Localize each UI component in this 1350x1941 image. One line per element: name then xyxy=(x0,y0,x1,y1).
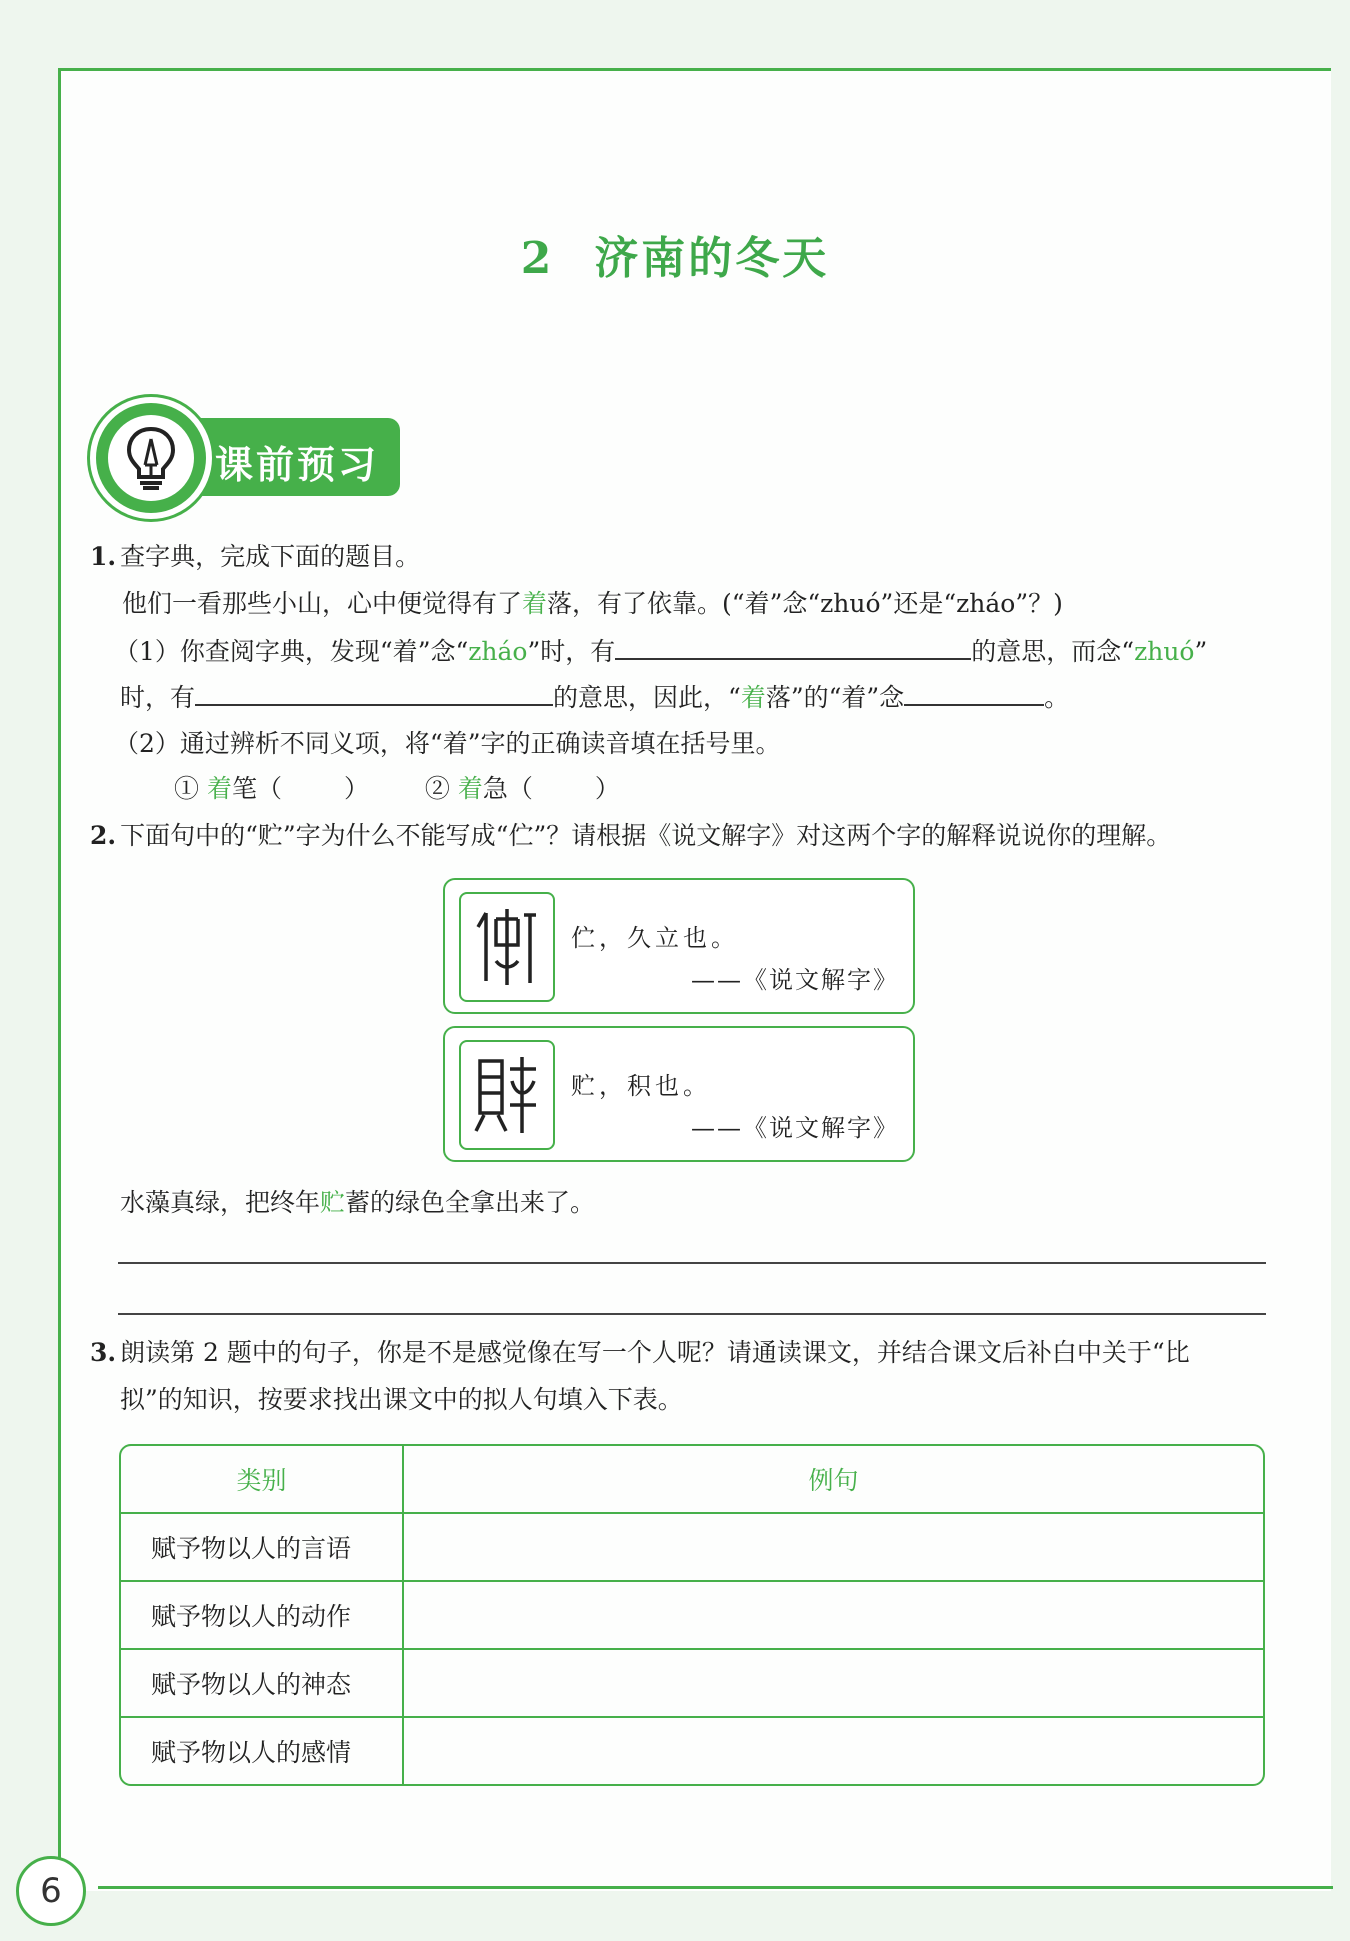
q3-prompt-cont: 拟”的知识，按要求找出课文中的拟人句填入下表。 xyxy=(120,1385,683,1414)
seal-script-icon xyxy=(459,1040,555,1150)
category-cell: 赋予物以人的动作 xyxy=(121,1582,404,1650)
table-row xyxy=(121,1514,1263,1582)
q1-options: ① 着笔（ ） ② 着急（ ） xyxy=(174,774,620,803)
q3-prompt: 3. 朗读第 2 题中的句子，你是不是感觉像在写一个人呢？请通读课文，并结合课文后补白中关于“比 xyxy=(90,1338,1190,1367)
table-row xyxy=(121,1718,1263,1784)
header-example: 例句 xyxy=(404,1446,1263,1514)
lesson-number: 2 xyxy=(520,233,555,284)
category-cell: 赋予物以人的言语 xyxy=(121,1514,404,1582)
personification-table xyxy=(119,1444,1265,1786)
example-cell[interactable] xyxy=(404,1514,1263,1582)
table-header-row xyxy=(121,1446,1263,1514)
lesson-title xyxy=(0,222,1350,286)
page-number: 6 xyxy=(16,1856,86,1926)
q2-sentence: 水藻真绿，把终年贮蓄的绿色全拿出来了。 xyxy=(120,1188,596,1217)
lesson-name: 济南的冬天 xyxy=(594,233,830,284)
answer-line[interactable] xyxy=(118,1262,1266,1264)
category-cell: 赋予物以人的神态 xyxy=(121,1650,404,1718)
q2-prompt: 2. 下面句中的“贮”字为什么不能写成“伫”？请根据《说文解字》对这两个字的解释说说你的理解。 xyxy=(90,821,1172,850)
q1-prompt: 1. 查字典，完成下面的题目。 xyxy=(90,542,421,571)
shuowen-box-zhu-stand xyxy=(443,878,915,1014)
section-badge xyxy=(90,397,212,519)
table-row xyxy=(121,1650,1263,1718)
bottom-rule xyxy=(98,1886,1333,1889)
answer-line[interactable] xyxy=(118,1313,1266,1315)
definition: 伫，久立也。 xyxy=(571,924,739,952)
blank-pronunciation[interactable] xyxy=(904,680,1044,706)
example-cell[interactable] xyxy=(404,1718,1263,1784)
q1-part1-cont: 时，有 的意思，因此，“着落”的“着”念 。 xyxy=(120,680,1069,715)
source: ——《说文解字》 xyxy=(691,1114,899,1142)
shuowen-box-zhu-store xyxy=(443,1026,915,1162)
example-cell[interactable] xyxy=(404,1582,1263,1650)
category-cell: 赋予物以人的感情 xyxy=(121,1718,404,1784)
q1-sentence: 他们一看那些小山，心中便觉得有了着落，有了依靠。(“着”念“zhuó”还是“zháo”？) xyxy=(122,589,1063,618)
q1-part1: （1）你查阅字典，发现“着”念“zháo”时，有 的意思，而念“zhuó” xyxy=(114,634,1207,669)
section-label: 课前预习 xyxy=(215,442,380,487)
definition: 贮，积也。 xyxy=(571,1072,711,1100)
table-row xyxy=(121,1582,1263,1650)
blank-meaning-zhao[interactable] xyxy=(615,634,971,660)
source: ——《说文解字》 xyxy=(691,966,899,994)
example-cell[interactable] xyxy=(404,1650,1263,1718)
q1-part2: （2）通过辨析不同义项，将“着”字的正确读音填在括号里。 xyxy=(114,729,781,758)
seal-script-icon xyxy=(459,892,555,1002)
lightbulb-icon xyxy=(121,425,181,491)
blank-meaning-zhuo[interactable] xyxy=(195,680,553,706)
header-category: 类别 xyxy=(121,1446,404,1514)
